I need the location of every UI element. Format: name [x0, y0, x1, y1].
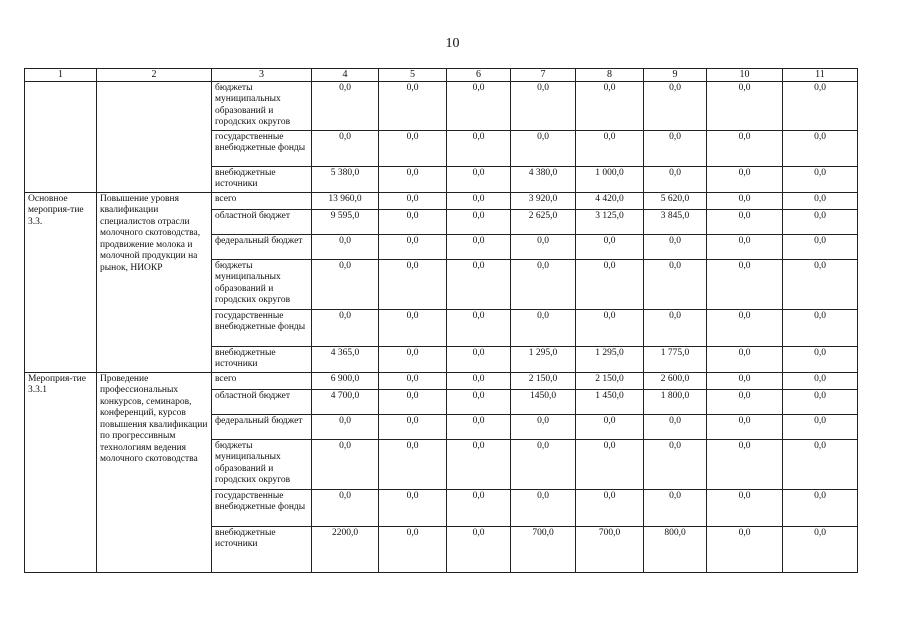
value-cell: 0,0: [379, 234, 447, 259]
value-cell: 0,0: [379, 309, 447, 346]
activity-name-cell: Повышение уровня квалификации специалистов отрасли молочного скотоводства, продвижение молока и молочной продукции на рынок, НИОКР: [97, 192, 212, 372]
value-cell: 0,0: [447, 309, 511, 346]
value-cell: 3 125,0: [576, 209, 644, 234]
funding-source-cell: государственные внебюджетные фонды: [212, 130, 312, 166]
value-cell: 1 800,0: [644, 389, 707, 414]
value-cell: 2 150,0: [511, 372, 576, 389]
value-cell: 0,0: [379, 192, 447, 209]
value-cell: 5 620,0: [644, 192, 707, 209]
value-cell: 0,0: [379, 81, 447, 130]
column-header: 10: [707, 69, 783, 82]
value-cell: 0,0: [783, 439, 858, 489]
funding-source-cell: бюджеты муниципальных образований и городских округов: [212, 259, 312, 309]
funding-source-cell: внебюджетные источники: [212, 166, 312, 192]
funding-source-cell: всего: [212, 192, 312, 209]
value-cell: 2 600,0: [644, 372, 707, 389]
value-cell: 4 380,0: [511, 166, 576, 192]
value-cell: 0,0: [707, 192, 783, 209]
value-cell: 0,0: [447, 209, 511, 234]
value-cell: 4 420,0: [576, 192, 644, 209]
value-cell: 0,0: [447, 489, 511, 526]
value-cell: 0,0: [379, 526, 447, 572]
funding-source-cell: бюджеты муниципальных образований и городских округов: [212, 439, 312, 489]
column-header: 8: [576, 69, 644, 82]
funding-source-cell: федеральный бюджет: [212, 234, 312, 259]
value-cell: 4 365,0: [312, 346, 379, 372]
activity-code-cell: [25, 81, 97, 192]
value-cell: 0,0: [447, 389, 511, 414]
funding-source-cell: государственные внебюджетные фонды: [212, 489, 312, 526]
value-cell: 0,0: [644, 130, 707, 166]
value-cell: 2 625,0: [511, 209, 576, 234]
column-header: 2: [97, 69, 212, 82]
funding-source-cell: областной бюджет: [212, 389, 312, 414]
value-cell: 4 700,0: [312, 389, 379, 414]
funding-source-cell: всего: [212, 372, 312, 389]
value-cell: 0,0: [379, 209, 447, 234]
funding-source-cell: государственные внебюджетные фонды: [212, 309, 312, 346]
value-cell: 0,0: [783, 192, 858, 209]
value-cell: 0,0: [707, 234, 783, 259]
value-cell: 0,0: [447, 346, 511, 372]
value-cell: 0,0: [312, 414, 379, 439]
value-cell: 0,0: [707, 130, 783, 166]
column-header: 5: [379, 69, 447, 82]
value-cell: 0,0: [707, 209, 783, 234]
value-cell: 0,0: [707, 439, 783, 489]
value-cell: 0,0: [511, 81, 576, 130]
value-cell: 0,0: [707, 166, 783, 192]
value-cell: 0,0: [447, 526, 511, 572]
value-cell: 0,0: [447, 81, 511, 130]
value-cell: 700,0: [511, 526, 576, 572]
value-cell: 0,0: [511, 130, 576, 166]
value-cell: 0,0: [783, 166, 858, 192]
value-cell: 0,0: [511, 309, 576, 346]
value-cell: 0,0: [783, 309, 858, 346]
value-cell: 0,0: [511, 234, 576, 259]
value-cell: 0,0: [644, 414, 707, 439]
value-cell: 0,0: [379, 259, 447, 309]
value-cell: 2 150,0: [576, 372, 644, 389]
value-cell: 1 295,0: [511, 346, 576, 372]
value-cell: 0,0: [783, 526, 858, 572]
activity-code-cell: Мероприя-тие 3.3.1: [25, 372, 97, 572]
activity-name-cell: Проведение профессиональных конкурсов, семинаров, конференций, курсов повышения квалификации по прогрессивным технологиям ведения молочного скотоводства: [97, 372, 212, 572]
value-cell: 1 775,0: [644, 346, 707, 372]
value-cell: 0,0: [312, 81, 379, 130]
value-cell: 0,0: [576, 309, 644, 346]
value-cell: 2200,0: [312, 526, 379, 572]
value-cell: 0,0: [447, 259, 511, 309]
value-cell: 0,0: [379, 166, 447, 192]
value-cell: 0,0: [511, 259, 576, 309]
value-cell: 1 295,0: [576, 346, 644, 372]
value-cell: 0,0: [707, 346, 783, 372]
value-cell: 0,0: [379, 372, 447, 389]
value-cell: 0,0: [379, 389, 447, 414]
value-cell: 0,0: [783, 209, 858, 234]
column-header: 7: [511, 69, 576, 82]
value-cell: 13 960,0: [312, 192, 379, 209]
value-cell: 0,0: [783, 234, 858, 259]
value-cell: 0,0: [447, 372, 511, 389]
value-cell: 0,0: [312, 259, 379, 309]
value-cell: 0,0: [511, 414, 576, 439]
value-cell: 0,0: [447, 166, 511, 192]
value-cell: 0,0: [783, 489, 858, 526]
value-cell: 0,0: [312, 489, 379, 526]
value-cell: 0,0: [644, 439, 707, 489]
value-cell: 0,0: [576, 234, 644, 259]
value-cell: 0,0: [511, 489, 576, 526]
funding-source-cell: областной бюджет: [212, 209, 312, 234]
value-cell: 6 900,0: [312, 372, 379, 389]
budget-table: [24, 68, 858, 573]
value-cell: 0,0: [576, 259, 644, 309]
value-cell: 800,0: [644, 526, 707, 572]
table-row: [25, 192, 858, 209]
activity-code-cell: Основное мероприя-тие 3.3.: [25, 192, 97, 372]
activity-name-cell: [97, 81, 212, 192]
funding-source-cell: федеральный бюджет: [212, 414, 312, 439]
table-row: [25, 81, 858, 130]
value-cell: 0,0: [707, 414, 783, 439]
value-cell: 0,0: [576, 439, 644, 489]
value-cell: 0,0: [783, 259, 858, 309]
value-cell: 0,0: [644, 81, 707, 130]
value-cell: 0,0: [379, 489, 447, 526]
value-cell: 0,0: [576, 81, 644, 130]
value-cell: 9 595,0: [312, 209, 379, 234]
page-number: 10: [445, 36, 460, 51]
funding-source-cell: бюджеты муниципальных образований и городских округов: [212, 81, 312, 130]
value-cell: 0,0: [783, 372, 858, 389]
value-cell: 1 000,0: [576, 166, 644, 192]
column-header: 4: [312, 69, 379, 82]
column-header: 11: [783, 69, 858, 82]
value-cell: 0,0: [707, 81, 783, 130]
funding-source-cell: внебюджетные источники: [212, 346, 312, 372]
value-cell: 0,0: [707, 259, 783, 309]
column-header: 3: [212, 69, 312, 82]
value-cell: 0,0: [447, 192, 511, 209]
value-cell: 0,0: [783, 389, 858, 414]
value-cell: 0,0: [707, 489, 783, 526]
table-body: [25, 81, 858, 572]
column-header: 9: [644, 69, 707, 82]
value-cell: 0,0: [447, 130, 511, 166]
value-cell: 0,0: [312, 130, 379, 166]
value-cell: 0,0: [707, 526, 783, 572]
value-cell: 5 380,0: [312, 166, 379, 192]
value-cell: 0,0: [379, 414, 447, 439]
value-cell: 0,0: [707, 309, 783, 346]
value-cell: 3 920,0: [511, 192, 576, 209]
value-cell: 0,0: [644, 259, 707, 309]
value-cell: 0,0: [783, 346, 858, 372]
value-cell: 0,0: [379, 439, 447, 489]
value-cell: 0,0: [511, 439, 576, 489]
value-cell: 0,0: [783, 81, 858, 130]
value-cell: 0,0: [312, 439, 379, 489]
value-cell: 0,0: [379, 346, 447, 372]
value-cell: 1450,0: [511, 389, 576, 414]
funding-source-cell: внебюджетные источники: [212, 526, 312, 572]
value-cell: 0,0: [447, 234, 511, 259]
value-cell: 0,0: [576, 414, 644, 439]
value-cell: 0,0: [783, 414, 858, 439]
column-header: 6: [447, 69, 511, 82]
value-cell: 0,0: [447, 439, 511, 489]
value-cell: 0,0: [707, 372, 783, 389]
value-cell: 0,0: [707, 389, 783, 414]
table-row: [25, 372, 858, 389]
value-cell: 0,0: [447, 414, 511, 439]
column-number-row: [25, 69, 858, 82]
column-header: 1: [25, 69, 97, 82]
value-cell: 0,0: [644, 166, 707, 192]
value-cell: 1 450,0: [576, 389, 644, 414]
value-cell: 0,0: [312, 234, 379, 259]
value-cell: 0,0: [783, 130, 858, 166]
value-cell: 0,0: [644, 489, 707, 526]
value-cell: 3 845,0: [644, 209, 707, 234]
value-cell: 0,0: [379, 130, 447, 166]
value-cell: 0,0: [576, 489, 644, 526]
value-cell: 0,0: [644, 234, 707, 259]
value-cell: 700,0: [576, 526, 644, 572]
value-cell: 0,0: [312, 309, 379, 346]
value-cell: 0,0: [644, 309, 707, 346]
value-cell: 0,0: [576, 130, 644, 166]
